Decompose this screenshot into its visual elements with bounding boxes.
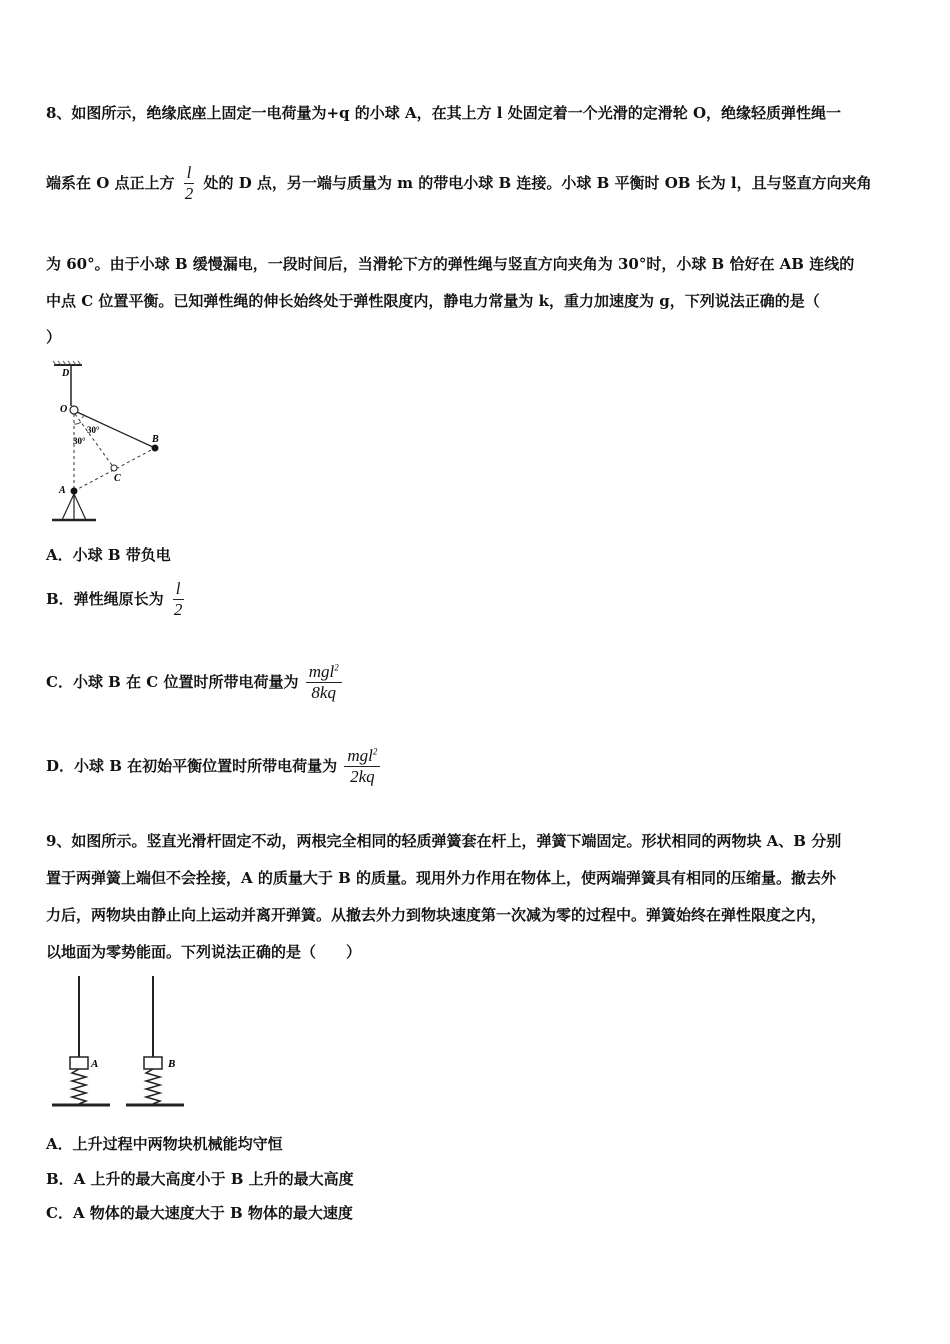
fraction-l-over-2: $\frac{l}{2}$ bbox=[173, 579, 183, 619]
ball-B bbox=[152, 445, 159, 452]
fraction-mgl2-over-2kq: $\frac{mgl^2}{2kq}$ bbox=[344, 747, 380, 787]
q9-stem-line-3: 力后，两物块由静止向上运动并离开弹簧。从撤去外力到物块速度第一次减为零的过程中。弹簧始终在弹性限度之内， bbox=[46, 906, 827, 924]
label-A: A bbox=[59, 485, 66, 496]
label-O: O bbox=[60, 404, 68, 415]
fraction-mgl2-over-8kq: $\frac{mgl^2}{8kq}$ bbox=[306, 663, 342, 703]
q8-option-c[interactable]: C．小球 B 在 C 位置时所带电荷量为 $\frac{mgl^2}{8kq}$ bbox=[46, 663, 344, 703]
q8-option-a[interactable]: A．小球 B 带负电 bbox=[46, 546, 171, 564]
q8-option-b[interactable]: B．弹性绳原长为 $\frac{l}{2}$ bbox=[46, 580, 187, 620]
q8-stem-line-2-pre: 端系在 O 点正上方 bbox=[46, 174, 175, 193]
q8-pulley-figure bbox=[44, 360, 174, 528]
q9-spring-figure bbox=[46, 972, 192, 1114]
point-C bbox=[111, 465, 117, 471]
fraction-l-over-2: $\frac{l}{2}$ bbox=[184, 163, 194, 203]
q8-stem-line-5: ） bbox=[46, 328, 62, 346]
ball-A bbox=[71, 488, 78, 495]
label-B: B bbox=[152, 434, 159, 445]
q8-stem-line-2-post: 处的 D 点，另一端与质量为 m 的带电小球 B 连接。小球 B 平衡时 OB 长为 l，且与竖直方向夹角 bbox=[203, 174, 872, 193]
q9-stem-line-2: 置于两弹簧上端但不会拴接，A 的质量大于 B 的质量。现用外力作用在物体上，使两端弹簧具有相同的压缩量。撤去外 bbox=[46, 869, 836, 887]
q8-stem-line-1: 8、如图所示，绝缘底座上固定一电荷量为+q 的小球 A，在其上方 l 处固定着一个光滑的定滑轮 O，绝缘轻质弹性绳一 bbox=[46, 104, 842, 122]
spring-A bbox=[72, 1069, 86, 1104]
q9-option-c[interactable]: C．A 物体的最大速度大于 B 物体的最大速度 bbox=[46, 1204, 353, 1222]
q8-stem-line-2 bbox=[46, 164, 872, 204]
q9-stem-line-4: 以地面为零势能面。下列说法正确的是（ ） bbox=[46, 943, 362, 961]
q9-option-b[interactable]: B．A 上升的最大高度小于 B 上升的最大高度 bbox=[46, 1170, 354, 1188]
block-A bbox=[70, 1057, 88, 1069]
block-B bbox=[144, 1057, 162, 1069]
label-block-A: A bbox=[91, 1058, 99, 1070]
pulley-O bbox=[70, 406, 78, 414]
q8-stem-line-3: 为 60°。由于小球 B 缓慢漏电，一段时间后，当滑轮下方的弹性绳与竖直方向夹角为 30°时，小球 B 恰好在 AB 连线的 bbox=[46, 255, 855, 273]
label-block-B: B bbox=[168, 1058, 176, 1070]
angle-label-2: 30° bbox=[73, 436, 86, 446]
q9-stem-line-1: 9、如图所示。竖直光滑杆固定不动，两根完全相同的轻质弹簧套在杆上，弹簧下端固定。形状相同的两物块 A、B 分别 bbox=[46, 832, 842, 850]
spring-B bbox=[146, 1069, 160, 1104]
label-D: D bbox=[62, 368, 70, 379]
label-C: C bbox=[114, 473, 121, 484]
q9-option-a[interactable]: A．上升过程中两物块机械能均守恒 bbox=[46, 1135, 283, 1153]
q8-stem-line-4: 中点 C 位置平衡。已知弹性绳的伸长始终处于弹性限度内，静电力常量为 k，重力加速度为 g，下列说法正确的是（ bbox=[46, 292, 820, 310]
q8-option-d[interactable]: D．小球 B 在初始平衡位置时所带电荷量为 $\frac{mgl^2}{2kq}$ bbox=[46, 747, 382, 787]
angle-label-1: 30° bbox=[87, 425, 100, 435]
